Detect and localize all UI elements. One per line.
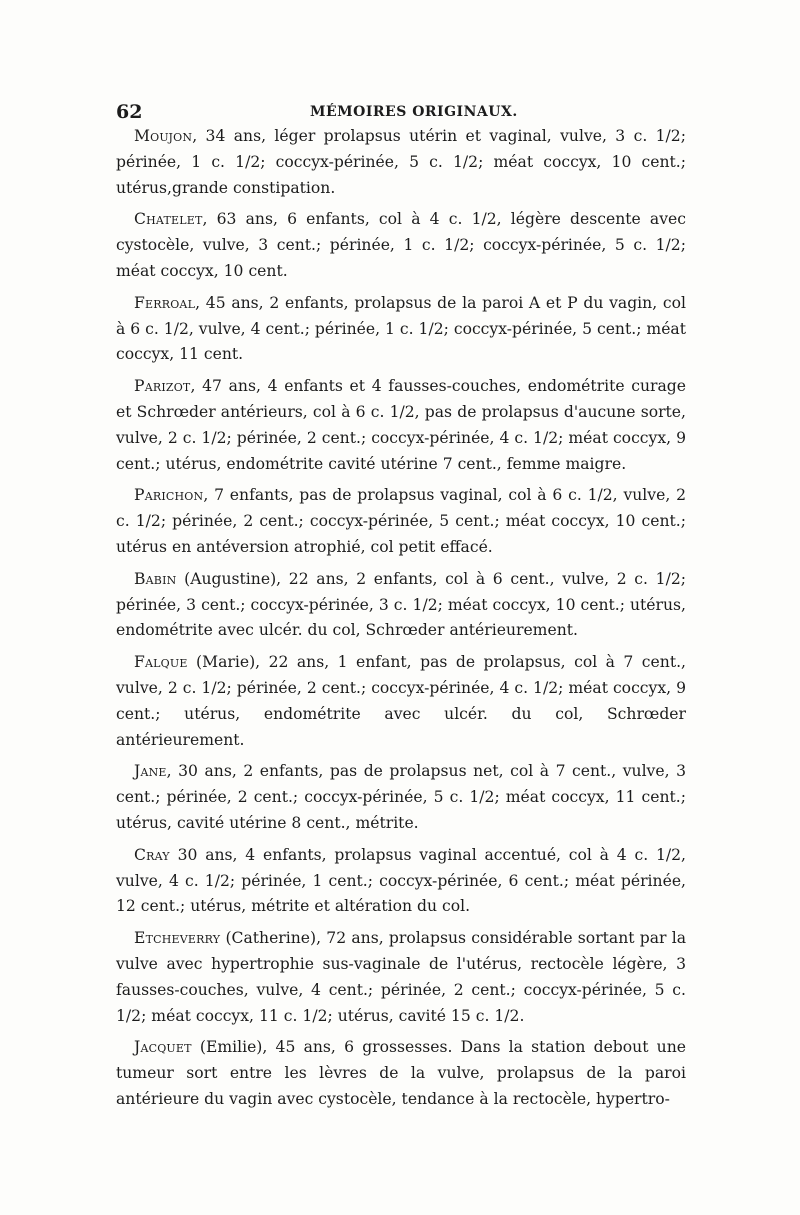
- case-details: , 7 enfants, pas de prolapsus vaginal, col à 6 c. 1/2, vulve, 2 c. 1/2; périnée, 2 cent.; coccyx-périnée, 5 cent.; méat coccyx, 10 cent.; utérus en antéversion atrophié, col petit effacé.: [116, 486, 686, 556]
- case-entry: [116, 207, 686, 284]
- case-details: , 30 ans, 2 enfants, pas de prolapsus net, col à 7 cent., vulve, 3 cent.; périnée, 2 cent.; coccyx-périnée, 5 c. 1/2; méat coccyx, 11 cent.; utérus, cavité utérine 8 cent., métrite.: [116, 762, 686, 832]
- case-entry: [116, 483, 686, 560]
- patient-name: Parizot: [134, 377, 191, 396]
- case-entry: [116, 926, 686, 1029]
- case-details: (Catherine), 72 ans, prolapsus considérable sortant par la vulve avec hypertrophie sus-vaginale de l'utérus, rectocèle légère, 3 fausses-couches, vulve, 4 cent.; périnée, 2 cent.; coccyx-périnée, 5 c. 1/2; méat coccyx, 11 c. 1/2; utérus, cavité 15 c. 1/2.: [116, 929, 686, 1025]
- case-entry: [116, 650, 686, 753]
- patient-name: Parichon: [134, 486, 204, 505]
- case-details: 30 ans, 4 enfants, prolapsus vaginal accentué, col à 4 c. 1/2, vulve, 4 c. 1/2; périnée, 1 cent.; coccyx-périnée, 6 cent.; méat périnée, 12 cent.; utérus, métrite et altération du col.: [116, 845, 686, 916]
- case-details: (Marie), 22 ans, 1 enfant, pas de prolapsus, col à 7 cent., vulve, 2 c. 1/2; périnée, 2 cent.; coccyx-périnée, 4 c. 1/2; méat coccyx, 9 cent.; utérus, endométrite avec ulcér. du col, Schrœder antérieurement.: [116, 653, 686, 749]
- patient-name: Etcheverry: [134, 929, 221, 948]
- case-entry: [116, 843, 686, 920]
- case-details: (Emilie), 45 ans, 6 grossesses. Dans la station debout une tumeur sort entre les lèvres de la vulve, prolapsus de la paroi antérieure du vagin avec cystocèle, tendance à la rectocèle, hypertro-: [116, 1038, 686, 1108]
- case-details: , 63 ans, 6 enfants, col à 4 c. 1/2, légère descente avec cystocèle, vulve, 3 cent.; périnée, 1 c. 1/2; coccyx-périnée, 5 c. 1/2; méat coccyx, 10 cent.: [116, 210, 686, 280]
- page-number: 62: [116, 101, 143, 123]
- case-details: , 45 ans, 2 enfants, prolapsus de la paroi A et P du vagin, col à 6 c. 1/2, vulve, 4 cent.; périnée, 1 c. 1/2; coccyx-périnée, 5 cent.; méat coccyx, 11 cent.: [116, 293, 686, 364]
- case-details: , 47 ans, 4 enfants et 4 fausses-couches, endométrite curage et Schrœder antérieurs, col à 6 c. 1/2, pas de prolapsus d'aucune sorte, vulve, 2 c. 1/2; périnée, 2 cent.; coccyx-périnée, 4 c. 1/2; méat coccyx, 9 cent.; utérus, endométrite cavité utérine 7 cent., femme maigre.: [116, 377, 686, 473]
- case-entry: [116, 291, 686, 368]
- case-details: (Augustine), 22 ans, 2 enfants, col à 6 cent., vulve, 2 c. 1/2; périnée, 3 cent.; coccyx-périnée, 3 c. 1/2; méat coccyx, 10 cent.; utérus, endométrite avec ulcér. du col, Schrœder antérieurement.: [116, 569, 686, 640]
- patient-name: Cray: [134, 845, 170, 864]
- case-entry: [116, 374, 686, 477]
- case-entry: [116, 124, 686, 201]
- patient-name: Babin: [134, 569, 177, 588]
- case-entry: [116, 1035, 686, 1112]
- patient-name: Jacquet: [134, 1038, 192, 1057]
- running-head: MÉMOIRES ORIGINAUX.: [310, 104, 518, 120]
- patient-name: Moujon: [134, 127, 193, 145]
- page-header: [116, 101, 686, 125]
- case-entry: [116, 567, 686, 644]
- patient-name: Ferroal: [134, 293, 196, 312]
- body-text: [116, 124, 686, 1113]
- patient-name: Jane: [134, 762, 167, 781]
- case-entry: [116, 759, 686, 836]
- patient-name: Falque: [134, 653, 188, 672]
- patient-name: Chatelet: [134, 210, 203, 229]
- case-details: , 34 ans, léger prolapsus utérin et vaginal, vulve, 3 c. 1/2; périnée, 1 c. 1/2; coccyx-périnée, 5 c. 1/2; méat coccyx, 10 cent.; utérus,grande constipation.: [116, 127, 686, 197]
